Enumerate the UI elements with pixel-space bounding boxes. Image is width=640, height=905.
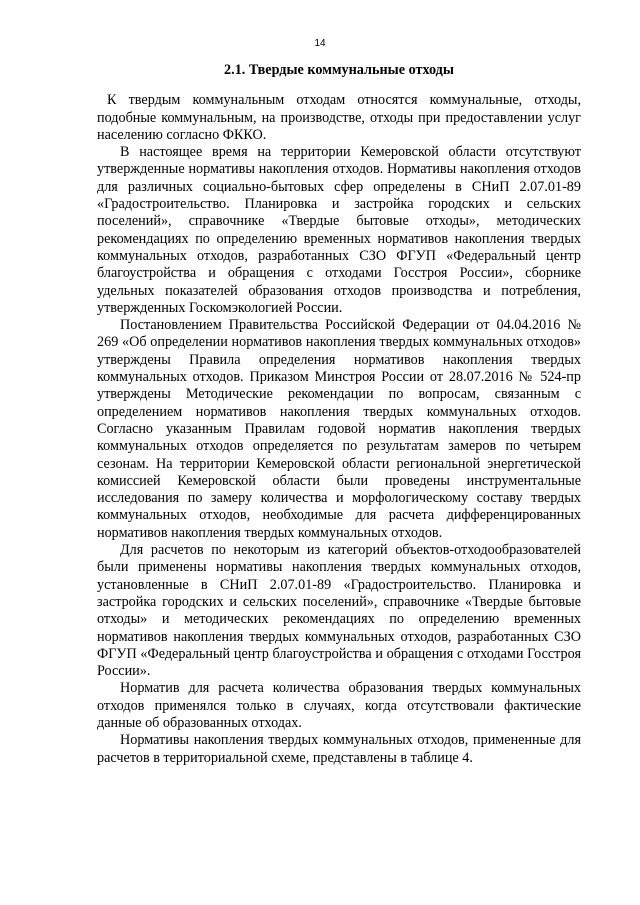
paragraph: Для расчетов по некоторым из категорий объектов-отходообразователей были применены нормативы накопления твердых коммунальных отходов, установленные в СНиП 2.07.01-89 «Градостроительство. Планировка и застройка городских и сельских поселений», справочнике «Твердые бытовые отходы» и методических рекомендациях по определению временных нормативов накопления твердых коммунальных отходов, разработанных СЗО ФГУП «Федеральный центр благоустройства и обращения с отходами Госстроя России». [97, 542, 581, 680]
section-heading: 2.1. Твердые коммунальные отходы [224, 62, 454, 78]
paragraph: Нормативы накопления твердых коммунальных отходов, примененные для расчетов в территориальной схеме, представлены в таблице 4. [97, 732, 581, 766]
page-number: 14 [314, 38, 326, 49]
paragraph: Постановлением Правительства Российской Федерации от 04.04.2016 № 269 «Об определении нормативов накопления твердых коммунальных отходов» утверждены Правила определения нормативов накопления твердых коммунальных отходов. Приказом Минстроя России от 28.07.2016 № 524-пр утверждены Методические рекомендации по вопросам, связанным с определением нормативов накопления твердых коммунальных отходов. Согласно указанным Правилам годовой норматив накопления твердых коммунальных отходов определяется по результатам замеров по четырем сезонам. На территории Кемеровской области региональной энергетической комиссией Кемеровской области были проведены инструментальные исследования по замеру количества и морфологическому составу твердых коммунальных отходов, необходимые для расчета дифференцированных нормативов накопления твердых коммунальных отходов. [97, 317, 581, 541]
document-body [97, 62, 581, 767]
paragraph: В настоящее время на территории Кемеровской области отсутствуют утвержденные нормативы накопления отходов. Нормативы накопления отходов для различных социально-бытовых сфер определены в СНиП 2.07.01-89 «Градостроительство. Планировка и застройка городских и сельских поселений», справочнике «Твердые бытовые отходы», методических рекомендациях по определению временных нормативов накопления твердых коммунальных отходов, разработанных СЗО ФГУП «Федеральный центр благоустройства и обращения с отходами Госстроя России», сборнике удельных показателей образования отходов производства и потребления, утвержденных Госкомэкологией России. [97, 144, 581, 316]
paragraph: Норматив для расчета количества образования твердых коммунальных отходов применялся только в случаях, когда отсутствовали фактические данные об образованных отходах. [97, 680, 581, 731]
paragraph: К твердым коммунальным отходам относятся коммунальные, отходы, подобные коммунальным, на производстве, отходы при предоставлении услуг населению согласно ФККО. [97, 92, 581, 143]
